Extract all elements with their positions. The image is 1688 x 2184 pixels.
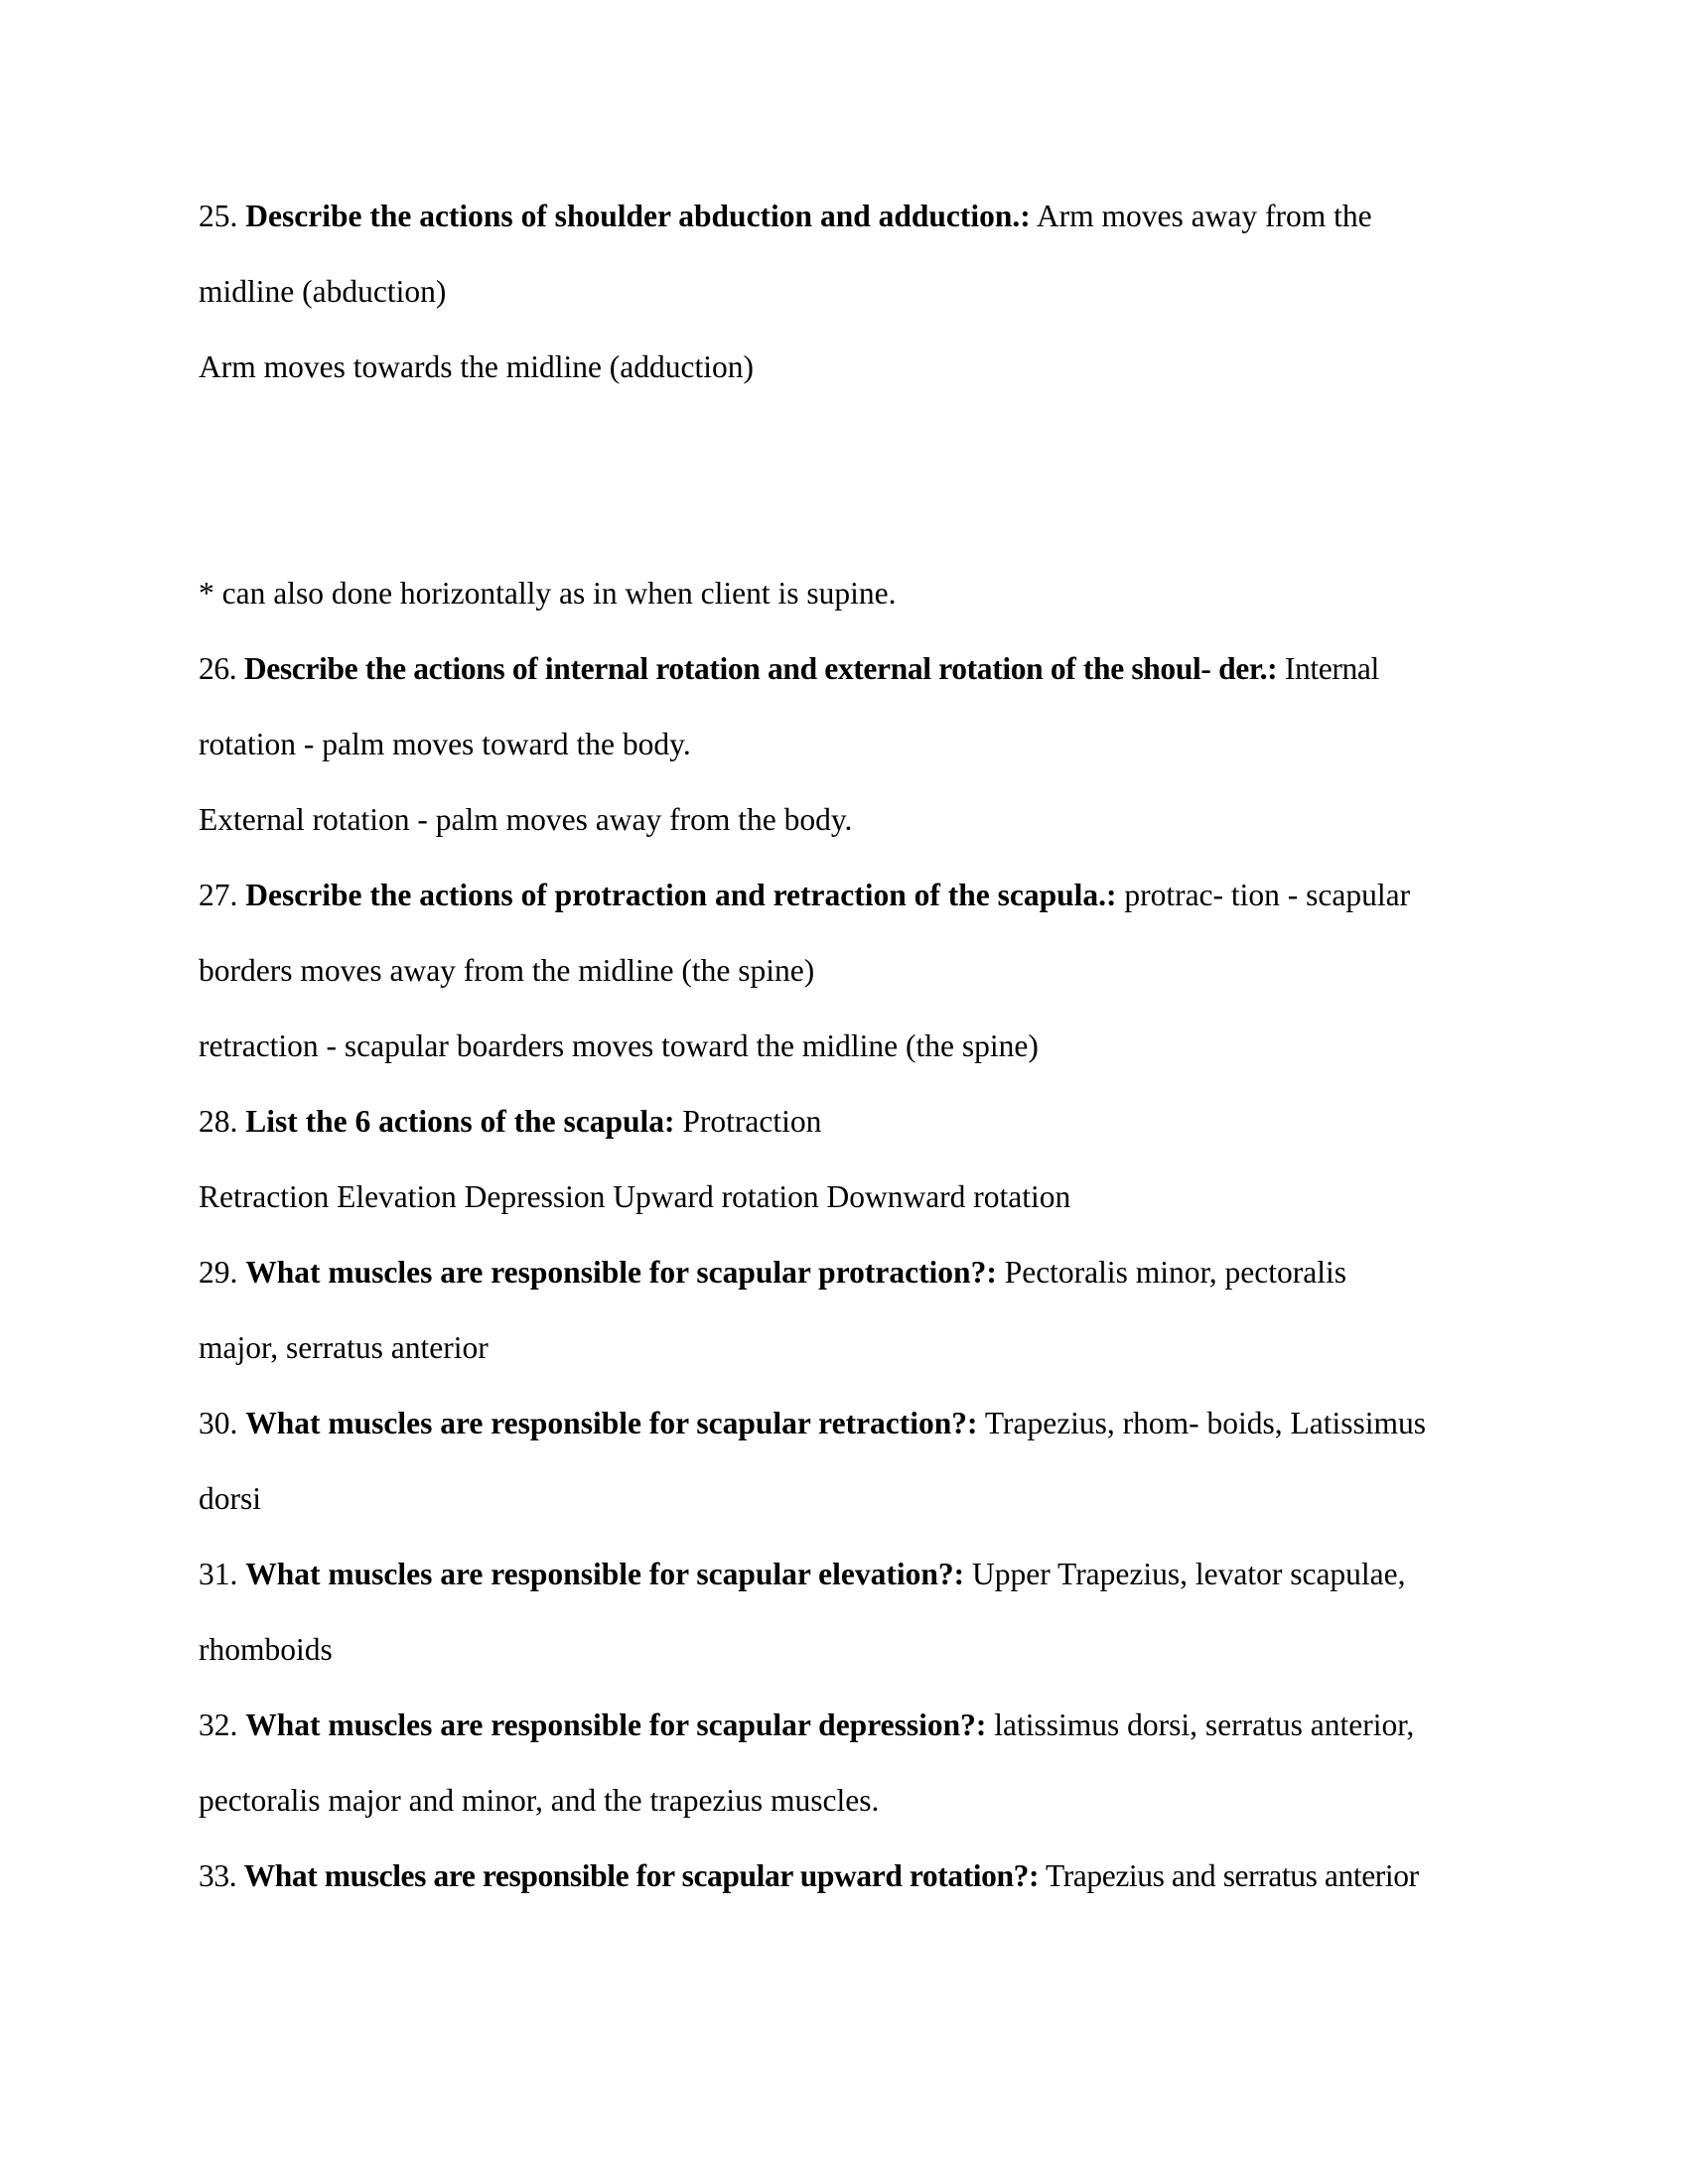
question-text: Describe the actions of internal rotation and external rotation of the shoul- der.:: [243, 651, 1278, 686]
question-26: [199, 649, 1489, 725]
answer-text: Pectoralis minor, pectoralis: [1004, 1255, 1346, 1290]
answer-text: Trapezius and serratus anterior: [1045, 1858, 1419, 1893]
question-number: 29.: [199, 1255, 238, 1290]
question-25: [199, 197, 1489, 272]
question-27: [199, 876, 1489, 951]
question-text: List the 6 actions of the scapula:: [245, 1104, 675, 1139]
question-text: What muscles are responsible for scapular retraction?:: [245, 1406, 978, 1440]
answer-line: Retraction Elevation Depression Upward rotation Downward rotation: [199, 1179, 1071, 1214]
question-number: 27.: [199, 878, 238, 912]
question-number: 25.: [199, 199, 238, 233]
answer-line: External rotation - palm moves away from the body.: [199, 802, 853, 837]
answer-line: borders moves away from the midline (the spine): [199, 953, 815, 988]
question-text: Describe the actions of shoulder abduction and adduction.:: [245, 199, 1031, 233]
question-number: 26.: [199, 651, 237, 686]
answer-text: protrac- tion - scapular: [1124, 878, 1411, 912]
question-29: [199, 1253, 1489, 1328]
answer-text: Protraction: [682, 1104, 822, 1139]
question-text: What muscles are responsible for scapular protraction?:: [245, 1255, 997, 1290]
question-32: [199, 1706, 1489, 1781]
question-number: 28.: [199, 1104, 238, 1139]
answer-line: rhomboids: [199, 1632, 333, 1667]
answer-line: Arm moves towards the midline (adduction): [199, 349, 755, 384]
question-number: 31.: [199, 1557, 238, 1591]
answer-text: Internal: [1284, 651, 1379, 686]
question-31: [199, 1555, 1489, 1630]
answer-text: Trapezius, rhom- boids, Latissimus: [984, 1406, 1427, 1440]
answer-text: Arm moves away from the: [1036, 199, 1372, 233]
answer-line: major, serratus anterior: [199, 1330, 489, 1365]
question-number: 33.: [199, 1858, 237, 1893]
question-30: [199, 1404, 1489, 1479]
answer-line: rotation - palm moves toward the body.: [199, 727, 691, 761]
answer-text: Upper Trapezius, levator scapulae,: [972, 1557, 1406, 1591]
answer-line: pectoralis major and minor, and the trapezius muscles.: [199, 1783, 880, 1818]
answer-line: midline (abduction): [199, 274, 447, 309]
answer-text: latissimus dorsi, serratus anterior,: [994, 1707, 1415, 1742]
question-number: 32.: [199, 1707, 238, 1742]
note-line: * can also done horizontally as in when client is supine.: [199, 576, 897, 611]
question-text: What muscles are responsible for scapular depression?:: [245, 1707, 987, 1742]
document-page: [199, 197, 1489, 1932]
question-number: 30.: [199, 1406, 238, 1440]
question-28: [199, 1102, 1489, 1177]
answer-line: retraction - scapular boarders moves toward the midline (the spine): [199, 1028, 1039, 1063]
blank-space: [199, 423, 1489, 574]
question-text: Describe the actions of protraction and retraction of the scapula.:: [245, 878, 1117, 912]
question-text: What muscles are responsible for scapular upward rotation?:: [243, 1858, 1040, 1893]
answer-line: dorsi: [199, 1481, 261, 1516]
question-text: What muscles are responsible for scapular elevation?:: [245, 1557, 965, 1591]
question-33: [199, 1856, 1489, 1932]
